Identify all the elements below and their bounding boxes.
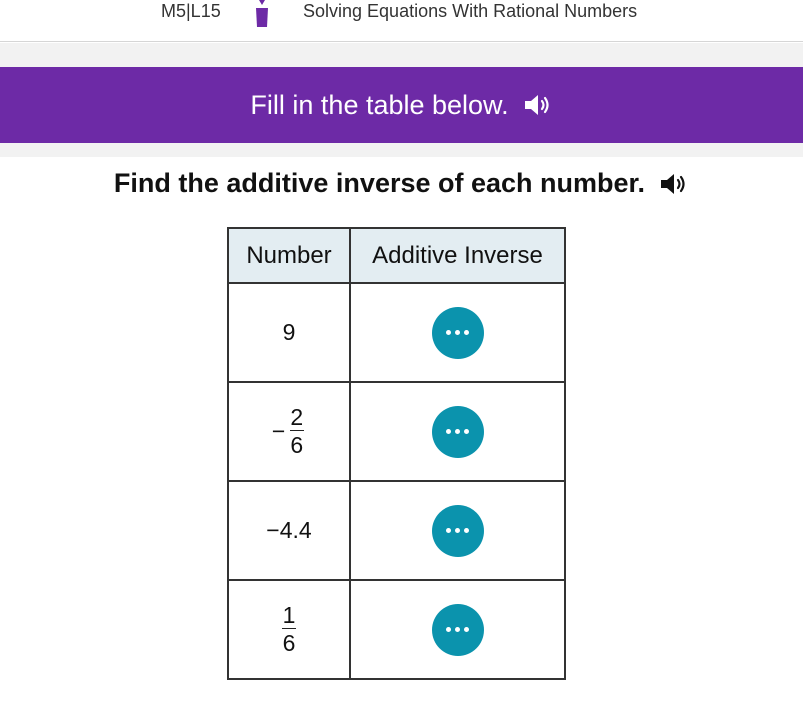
fraction-numerator: 1 xyxy=(282,602,296,628)
lesson-code: M5|L15 xyxy=(161,1,221,21)
prompt-text: Find the additive inverse of each number. xyxy=(113,168,646,198)
banner-spacer xyxy=(0,143,803,157)
column-header-number: Number xyxy=(228,228,350,283)
answer-input-button[interactable] xyxy=(432,505,484,557)
top-spacer xyxy=(0,43,803,67)
question-prompt xyxy=(0,168,803,199)
more-options-icon-dot xyxy=(455,330,460,335)
fraction xyxy=(280,602,299,657)
number-cell xyxy=(228,283,350,382)
number-value: 9 xyxy=(282,319,296,345)
table-row xyxy=(228,382,565,481)
more-options-icon-dot xyxy=(455,429,460,434)
number-cell xyxy=(228,382,350,481)
fraction-denominator: 6 xyxy=(282,630,296,656)
fraction-denominator: 6 xyxy=(290,432,304,458)
more-options-icon xyxy=(446,429,451,434)
top-bar xyxy=(0,0,803,42)
table-row xyxy=(228,481,565,580)
number-value: −4.4 xyxy=(266,517,312,543)
table-header-row xyxy=(228,228,565,283)
table-row xyxy=(228,580,565,679)
fraction-numerator: 2 xyxy=(290,404,304,430)
table-row xyxy=(228,283,565,382)
answer-cell xyxy=(350,481,565,580)
more-options-icon xyxy=(446,528,451,533)
column-header-additive-inverse: Additive Inverse xyxy=(350,228,565,283)
more-options-icon xyxy=(446,330,451,335)
answer-cell xyxy=(350,580,565,679)
answer-cell xyxy=(350,382,565,481)
more-options-icon-dot xyxy=(464,627,469,632)
instruction-banner xyxy=(0,67,803,143)
speaker-icon[interactable] xyxy=(659,171,689,197)
lesson-title: Solving Equations With Rational Numbers xyxy=(303,1,638,21)
number-cell xyxy=(228,580,350,679)
more-options-icon-dot xyxy=(464,528,469,533)
more-options-icon-dot xyxy=(455,528,460,533)
speaker-icon[interactable] xyxy=(523,92,553,118)
banner-text: Fill in the table below. xyxy=(250,89,509,120)
more-options-icon-dot xyxy=(464,330,469,335)
negative-sign: − xyxy=(271,418,286,444)
answer-input-button[interactable] xyxy=(432,307,484,359)
pencil-cup-icon xyxy=(255,0,269,28)
number-cell xyxy=(228,481,350,580)
additive-inverse-table xyxy=(227,227,566,680)
fraction xyxy=(287,404,306,459)
answer-input-button[interactable] xyxy=(432,604,484,656)
more-options-icon-dot xyxy=(455,627,460,632)
more-options-icon-dot xyxy=(464,429,469,434)
more-options-icon xyxy=(446,627,451,632)
answer-input-button[interactable] xyxy=(432,406,484,458)
answer-cell xyxy=(350,283,565,382)
